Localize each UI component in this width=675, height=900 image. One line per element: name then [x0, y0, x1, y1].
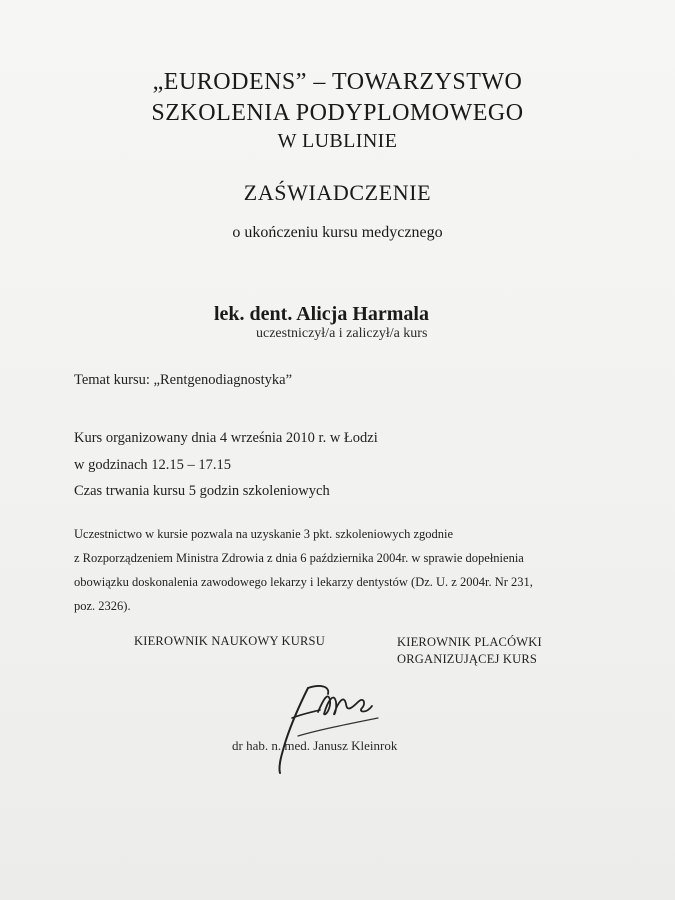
org-name-line1: „EURODENS” – TOWARZYSTWO [152, 69, 523, 95]
facility-director-title-line2: ORGANIZUJĄCEJ KURS [397, 652, 538, 666]
signer-name: dr hab. n. med. Janusz Kleinrok [232, 738, 398, 753]
org-city: W LUBLINIE [277, 130, 398, 152]
participant-status: uczestniczył/a i zaliczył/a kurs [256, 326, 428, 341]
handwritten-signature [268, 678, 398, 778]
legal-line-1: Uczestnictwo w kursie pozwala na uzyskanie 3 pkt. szkoleniowych zgodnie [74, 527, 454, 541]
course-duration: Czas trwania kursu 5 godzin szkoleniowych [74, 483, 330, 499]
certificate-title: ZAŚWIADCZENIE [243, 180, 432, 205]
facility-director-title-line1: KIEROWNIK PLACÓWKI [397, 635, 542, 649]
course-topic: Temat kursu: „Rentgenodiagnostyka” [74, 372, 293, 388]
legal-line-2: z Rozporządzeniem Ministra Zdrowia z dnia 6 października 2004r. w sprawie dopełnienia [74, 551, 524, 565]
course-hours: w godzinach 12.15 – 17.15 [74, 457, 232, 473]
legal-line-3: obowiązku doskonalenia zawodowego lekarzy i lekarzy dentystów (Dz. U. z 2004r. Nr 231, [74, 575, 533, 589]
participant-name: lek. dent. Alicja Harmala [214, 303, 429, 325]
org-name-line2: SZKOLENIA PODYPLOMOWEGO [151, 100, 524, 126]
legal-line-4: poz. 2326). [74, 599, 131, 613]
scientific-director-title: KIEROWNIK NAUKOWY KURSU [134, 634, 325, 648]
certificate-subtitle: o ukończeniu kursu medycznego [232, 224, 443, 241]
course-date-location: Kurs organizowany dnia 4 września 2010 r. w Łodzi [74, 430, 378, 446]
